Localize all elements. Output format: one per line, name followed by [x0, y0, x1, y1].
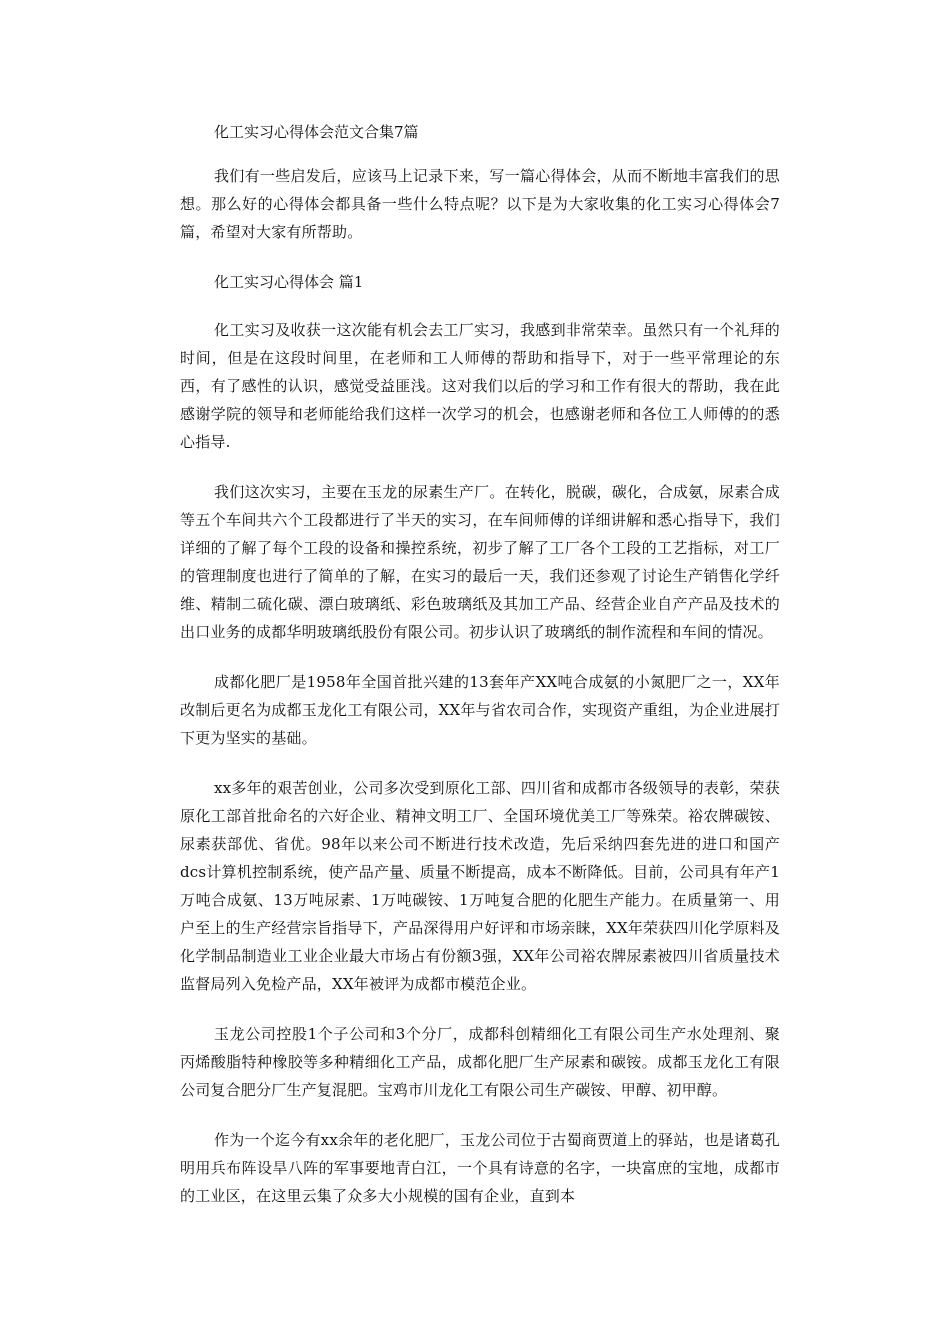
body-paragraph-4: xx多年的艰苦创业，公司多次受到原化工部、四川省和成都市各级领导的表彰，荣获原化工部首批命名的六好企业、精神文明工厂、全国环境优美工厂等殊荣。裕农牌碳铵、尿素获部优、省优。98年以来公司不断进行技术改造，先后采纳四套先进的进口和国产dcs计算机控制系统，使产品产量、质量不断提高，成本不断降低。目前，公司具有年产1万吨合成氨、13万吨尿素、1万吨碳铵、1万吨复合肥的化肥生产能力。在质量第一、用户至上的生产经营宗旨指导下，产品深得用户好评和市场亲睐，XX年荣获四川化学原料及化学制品制造业工业企业最大市场占有份额3强，XX年公司裕农牌尿素被四川省质量技术监督局列入免检产品，XX年被评为成都市模范企业。 [180, 779, 780, 993]
body-paragraph-2: 我们这次实习，主要在玉龙的尿素生产厂。在转化，脱碳，碳化，合成氨，尿素合成等五个车间共六个工段都进行了半天的实习，在车间师傅的详细讲解和悉心指导下，我们详细的了解了每个工段的设备和操控系统，初步了解了工厂各个工段的工艺指标，对工厂的管理制度也进行了简单的了解，在实习的最后一天，我们还参观了讨论生产销售化学纤维、精制二硫化碳、漂白玻璃纸、彩色玻璃纸及其加工产品、经营企业自产产品及技术的出口业务的成都华明玻璃纸股份有限公司。初步认识了玻璃纸的制作流程和车间的情况。 [180, 483, 780, 641]
document-title: 化工实习心得体会范文合集7篇 [214, 123, 419, 141]
body-paragraph-3: 成都化肥厂是1958年全国首批兴建的13套年产XX吨合成氨的小氮肥厂之一，XX年改制后更名为成都玉龙化工有限公司，XX年与省农司合作，实现资产重组，为企业进展打下更为坚实的基础。 [180, 673, 780, 747]
body-paragraph-1: 化工实习及收获一这次能有机会去工厂实习，我感到非常荣幸。虽然只有一个礼拜的时间，但是在这段时间里，在老师和工人师傅的帮助和指导下，对于一些平常理论的东西，有了感性的认识，感觉受益匪浅。这对我们以后的学习和工作有很大的帮助，我在此感谢学院的领导和老师能给我们这样一次学习的机会，也感谢老师和各位工人师傅的的悉心指导. [180, 321, 780, 451]
intro-paragraph: 我们有一些启发后，应该马上记录下来，写一篇心得体会，从而不断地丰富我们的思想。那么好的心得体会都具备一些什么特点呢？以下是为大家收集的化工实习心得体会7篇，希望对大家有所帮助。 [180, 167, 780, 241]
section-heading: 化工实习心得体会 篇1 [214, 273, 364, 291]
document-page [180, 118, 780, 1232]
body-paragraph-5: 玉龙公司控股1个子公司和3个分厂，成都科创精细化工有限公司生产水处理剂、聚丙烯酸脂特种橡胶等多种精细化工产品，成都化肥厂生产尿素和碳铵。成都玉龙化工有限公司复合肥分厂生产复混肥。宝鸡市川龙化工有限公司生产碳铵、甲醇、初甲醇。 [180, 1025, 780, 1099]
body-paragraph-6: 作为一个迄今有xx余年的老化肥厂，玉龙公司位于古蜀商贾道上的驿站，也是诸葛孔明用兵布阵设旱八阵的军事要地青白江，一个具有诗意的名字，一块富庶的宝地，成都市的工业区，在这里云集了众多大小规模的国有企业，直到本 [180, 1131, 780, 1205]
